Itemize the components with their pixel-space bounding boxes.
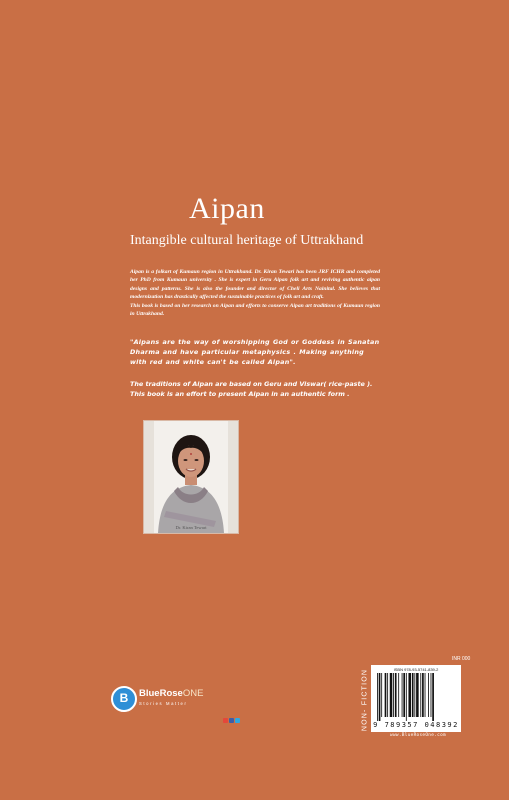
genre-text: NON- FICTION bbox=[361, 668, 369, 732]
isbn-label: ISBN 978-93-5741-839-2 bbox=[393, 667, 439, 672]
publisher-logo[interactable] bbox=[111, 684, 241, 724]
barcode-bar bbox=[395, 673, 397, 717]
tradition-line-2: This book is an effort to present Aipan in an authentic form . bbox=[130, 390, 350, 399]
barcode-bar bbox=[412, 673, 414, 717]
barcode-bar bbox=[403, 673, 405, 717]
price-label: INR 000 bbox=[452, 656, 471, 662]
barcode-bar bbox=[381, 673, 382, 717]
barcode-bar bbox=[420, 673, 421, 717]
barcode-bar bbox=[385, 673, 387, 717]
barcode-bar bbox=[425, 673, 426, 717]
book-title: Aipan bbox=[189, 192, 265, 225]
barcode-bar bbox=[422, 673, 424, 717]
barcode-bar bbox=[431, 673, 432, 717]
photo-caption: Dr. Kiran Tewari bbox=[175, 525, 207, 530]
barcode-bar bbox=[377, 673, 378, 721]
barcode-bar bbox=[390, 673, 393, 717]
barcode-bar bbox=[414, 673, 415, 717]
author-photo bbox=[143, 420, 239, 534]
barcode-bar bbox=[416, 673, 419, 717]
barcode-bar bbox=[393, 673, 394, 717]
barcode-bar bbox=[406, 673, 407, 721]
about-author-paragraph bbox=[130, 268, 380, 318]
barcode-bars bbox=[377, 673, 455, 721]
author-portrait-image bbox=[144, 421, 238, 533]
social-icons bbox=[223, 710, 241, 728]
tradition-line-1: The traditions of Aipan are based on Geru and Viswar( rice-paste ). bbox=[130, 380, 373, 388]
barcode-bar bbox=[432, 673, 434, 721]
publisher-tagline: Stories Matter bbox=[139, 701, 188, 706]
tradition-statement bbox=[130, 379, 390, 400]
about-text-1: Aipan is a folkart of Kumaun region in Uttrakhand. Dr. Kiran Tewari has been JRF ICHR and completed her PhD from Kumaun university . She is expert in Geru Aipan folk art and reviving authentic aipan designs and patterns. She is also the founder and director of Cheli Arts Nainital. She believes that modernization has drastically affected the sustainable practices of folk art and craft. bbox=[130, 269, 380, 301]
barcode-bar bbox=[398, 673, 399, 717]
isbn-barcode bbox=[371, 665, 461, 732]
publisher-website[interactable]: www.BlueRoseOne.com bbox=[390, 733, 446, 738]
isbn-digits: 9 789357 048392 bbox=[373, 721, 459, 729]
barcode-bar bbox=[387, 673, 388, 717]
genre-label bbox=[360, 665, 370, 735]
bluerose-logo-icon bbox=[111, 686, 137, 712]
twitter-icon[interactable] bbox=[235, 718, 240, 723]
barcode-bar bbox=[402, 673, 403, 717]
barcode-bar bbox=[379, 673, 381, 721]
logo-letter: B bbox=[119, 691, 129, 705]
aipan-quote: "Aipans are the way of worshipping God or Goddess in Sanatan Dharma and have particular metaphysics . Making anything with red and white can't be called Aipan". bbox=[130, 338, 380, 367]
book-subtitle: Intangible cultural heritage of Uttrakhand bbox=[130, 233, 364, 248]
instagram-icon[interactable] bbox=[223, 718, 228, 723]
barcode-bar bbox=[428, 673, 429, 717]
facebook-icon[interactable] bbox=[229, 718, 234, 723]
publisher-name-suffix: ONE bbox=[182, 688, 204, 699]
publisher-name bbox=[139, 688, 203, 699]
publisher-name-main: BlueRose bbox=[139, 688, 183, 699]
about-text-2: This book is based on her research on Aipan and efforts to conserve Aipan art traditions of Kumaun region in Uttrakhand. bbox=[130, 302, 380, 318]
barcode-bar bbox=[408, 673, 411, 717]
